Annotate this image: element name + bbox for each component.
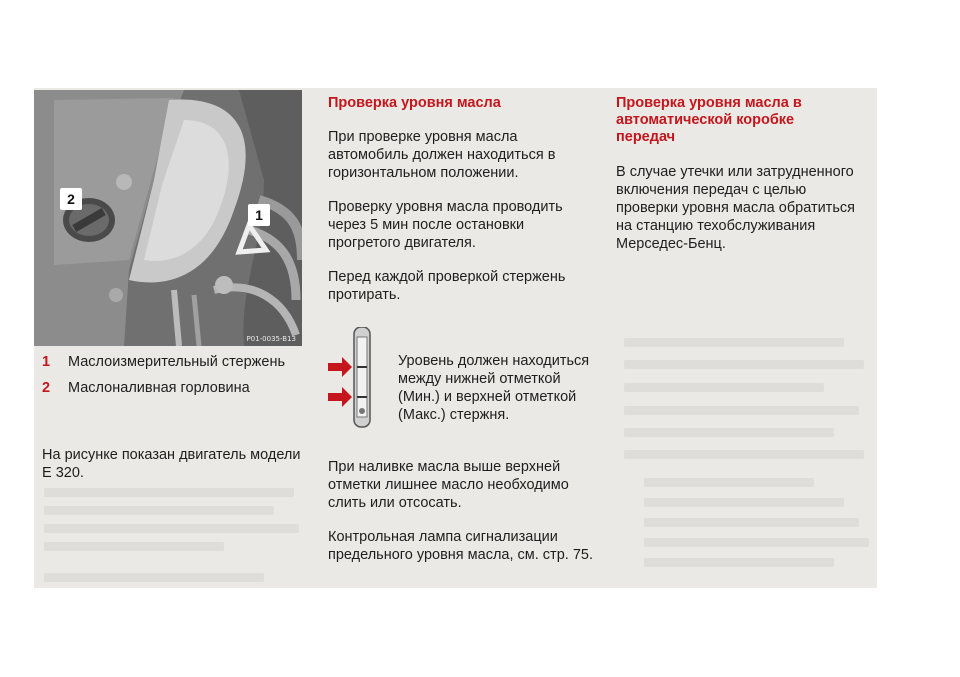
legend-text: Маслоналивная горловина [68,380,250,396]
dipstick-drawing [328,327,400,435]
paragraph-overfill: При наливке масла выше верхней отметки лишнее масло необходимо слить или отсосать. [328,459,569,511]
legend-item [42,379,302,397]
paragraph-wait-time: Проверку уровня масла проводить через 5 мин после остановки прогретого двигателя. [328,199,563,251]
paragraph-wipe-dipstick: Перед каждой проверкой стержень протирать. [328,269,566,303]
engine-illustration [34,90,302,346]
manual-page-scan [34,88,877,588]
figure-caption: На рисунке показан двигатель модели Е 320. [42,446,301,481]
legend-text: Маслоизмерительный стержень [68,354,286,370]
paragraph-transmission-service: В случае утечки или затрудненного включения передач с целью проверки уровня масла обратиться на станцию техобслуживания Мерседес-Бенц. [616,164,855,252]
section-title-oil-check: Проверка уровня масла [328,95,501,111]
legend-number: 2 [42,380,51,396]
dipstick-note: Уровень должен находиться между нижней отметкой (Мин.) и верхней отметкой (Макс.) стержня. [398,352,590,423]
dipstick-illustration [328,327,400,435]
callout-1: 1 [248,204,270,226]
callout-2: 2 [60,188,82,210]
figure-code: P01-0035-B13 [246,335,296,343]
legend-item [42,353,302,371]
section-title-auto-transmission: Проверка уровня масла в автоматической коробке передач [616,95,802,145]
legend-number: 1 [42,354,51,370]
paragraph-level-position: При проверке уровня масла автомобиль должен находиться в горизонтальном положении. [328,129,556,181]
paragraph-warning-lamp: Контрольная лампа сигнализации предельного уровня масла, см. стр. 75. [328,529,593,563]
figure-legend [42,353,302,405]
